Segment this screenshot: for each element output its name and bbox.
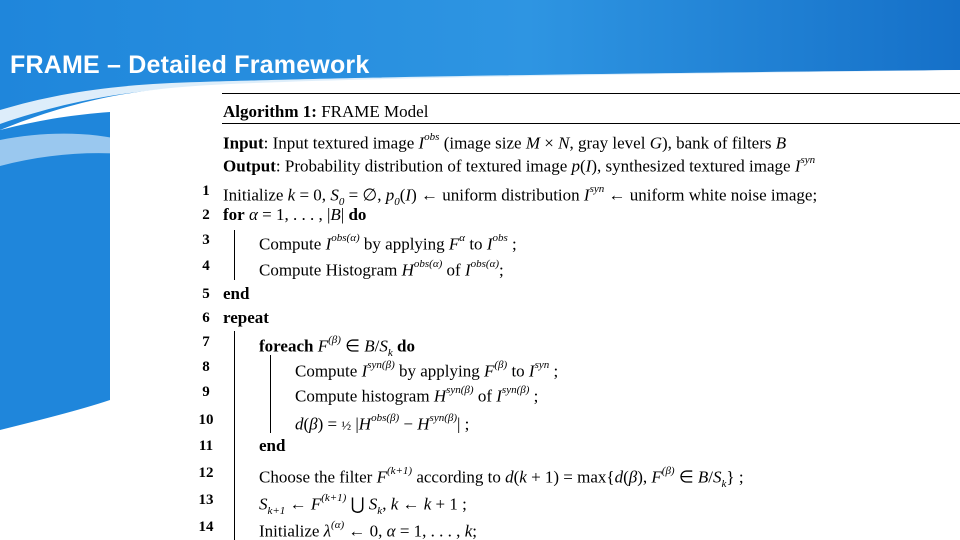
line-code: foreach $F^{(\beta)}$ ∈ $B/S_k$ do: [259, 334, 415, 360]
algorithm-top-rule: [222, 93, 960, 94]
repeat-loop-bar: [234, 331, 235, 540]
algorithm-name: FRAME Model: [321, 102, 429, 121]
line-number: 8: [202, 359, 210, 375]
line-number: 7: [202, 334, 210, 350]
line-code: [259, 434, 285, 458]
algorithm-mid-rule: [222, 123, 960, 124]
line-number: 12: [198, 465, 214, 481]
line-code: Compute $I^{syn(\beta)}$ by applying $F^{(\beta)}$ to $I^{syn}$ ;: [295, 359, 559, 381]
line-code: [223, 306, 269, 330]
algorithm-box: [196, 93, 960, 540]
input-line: Input: Input textured image $I^{obs}$ (image size M × N, gray level G), bank of filters B: [223, 131, 787, 153]
keyword-do: do: [348, 205, 367, 224]
line-code: Compute Histogram $H^{obs(\alpha)}$ of $I^{obs(\alpha)}$;: [259, 258, 504, 280]
output-line: Output: Probability distribution of textured image p(I), synthesized textured image $I^{syn}$: [223, 154, 816, 176]
line-number: 5: [202, 286, 210, 302]
output-label: Output: [223, 156, 276, 176]
keyword-end: end: [223, 284, 250, 303]
line-code: Compute $I^{obs(\alpha)}$ by applying $F^\alpha$ to $I^{obs}$ ;: [259, 232, 517, 254]
for-loop-bar: [234, 230, 235, 280]
line-code: Initialize $\lambda^{(\alpha)}$ ← 0, α = 1, . . . , k;: [259, 519, 477, 540]
line-code: Choose the filter $F^{(k+1)}$ according to d(k + 1) = max{d(β), $F^{(\beta)}$ ∈ $B/S_k$} ;: [259, 465, 744, 491]
keyword-end: end: [259, 436, 286, 455]
line-code: Initialize k = 0, $S_0$ = ∅, $p_0(I)$ ← uniform distribution $I^{syn}$ ← uniform white noise image;: [223, 183, 818, 209]
line-number: 13: [198, 492, 214, 508]
foreach-inner-bar: [270, 355, 271, 433]
input-label: Input: [223, 133, 264, 153]
line-number: 6: [202, 310, 210, 326]
keyword-for: for: [223, 205, 245, 224]
keyword-repeat: repeat: [223, 308, 269, 327]
line-code: $S_{k+1}$ ← $F^{(k+1)}$ ⋃ $S_k$, k ← k + 1 ;: [259, 492, 467, 518]
line-number: 2: [202, 207, 210, 223]
line-code: for α = 1, . . . , |B| do: [223, 205, 367, 224]
algorithm-label: Algorithm 1:: [223, 102, 317, 121]
line-number: 9: [202, 384, 210, 400]
line-number: 14: [198, 519, 214, 535]
slide-title: FRAME – Detailed Framework: [10, 51, 370, 79]
line-number: 10: [198, 412, 214, 428]
algorithm-caption: [223, 102, 428, 122]
keyword-do: do: [396, 336, 415, 356]
keyword-foreach: foreach: [259, 336, 314, 356]
line-number: 11: [198, 438, 214, 454]
line-number: 3: [202, 232, 210, 248]
line-number: 1: [202, 183, 210, 199]
line-code: d(β) = ½ $|H^{obs(\beta)} - H^{syn(\beta)}|$ ;: [295, 412, 470, 434]
line-number: 4: [202, 258, 210, 274]
line-code: Compute histogram $H^{syn(\beta)}$ of $I^{syn(\beta)}$ ;: [295, 384, 539, 406]
line-code: [223, 282, 249, 306]
